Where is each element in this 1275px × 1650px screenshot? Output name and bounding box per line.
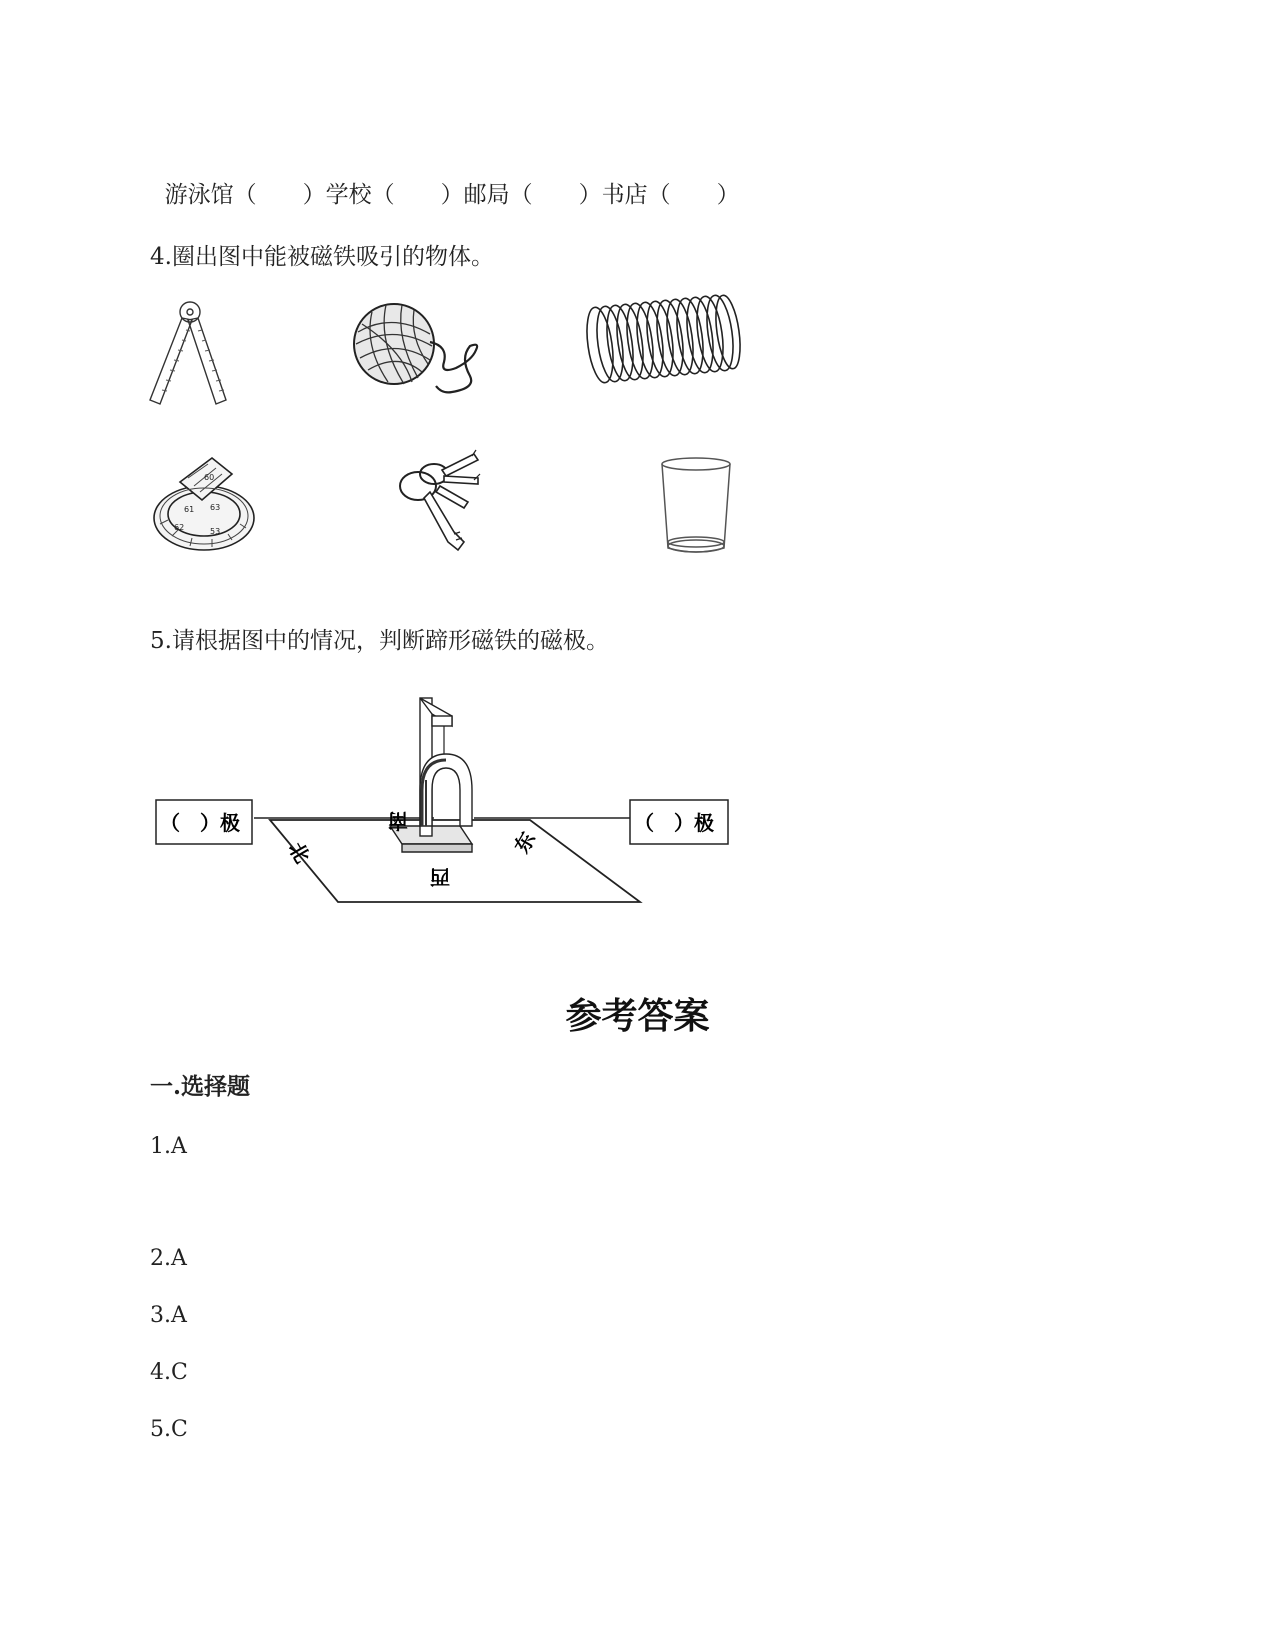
question-4-text: 4.圈出图中能被磁铁吸引的物体。 [150,244,494,270]
fill-item-school: 学校（ ） [325,182,464,208]
svg-text:63: 63 [210,503,221,512]
answer-2: 2.A [150,1246,187,1271]
answer-5: 5.C [150,1417,188,1442]
fill-item-bookstore: 书店（ ） [601,182,740,208]
fill-item-post-office: 邮局（ ） [463,182,602,208]
direction-south: 南 [388,809,408,833]
tape-measure-icon [150,452,262,560]
answer-4: 4.C [150,1360,188,1385]
spring-icon [586,293,742,393]
svg-text:61: 61 [184,505,195,514]
fill-in-row [150,150,740,209]
folding-ruler-icon [148,300,233,408]
answer-title: 参考答案 [565,995,710,1037]
right-pole-label: （ ）极 [634,811,714,835]
keys-icon [394,446,490,554]
direction-west: 西 [430,865,450,889]
fill-item-swimming-pool: 游泳馆（ ） [164,182,326,208]
svg-text:53: 53 [210,527,221,536]
answer-1: 1.A [150,1134,187,1159]
svg-text:62: 62 [174,523,185,532]
svg-text:60: 60 [204,473,215,482]
glass-cup-icon [658,456,734,556]
section-heading: 一.选择题 [150,1073,251,1100]
answer-3: 3.A [150,1303,187,1328]
magnet-pole-diagram [150,680,770,910]
question-5-text: 5.请根据图中的情况，判断蹄形磁铁的磁极。 [150,628,609,654]
left-pole-label: （ ）极 [160,811,240,835]
direction-north: 北 [283,837,315,868]
yarn-ball-icon [352,302,492,402]
direction-east: 东 [509,827,541,858]
